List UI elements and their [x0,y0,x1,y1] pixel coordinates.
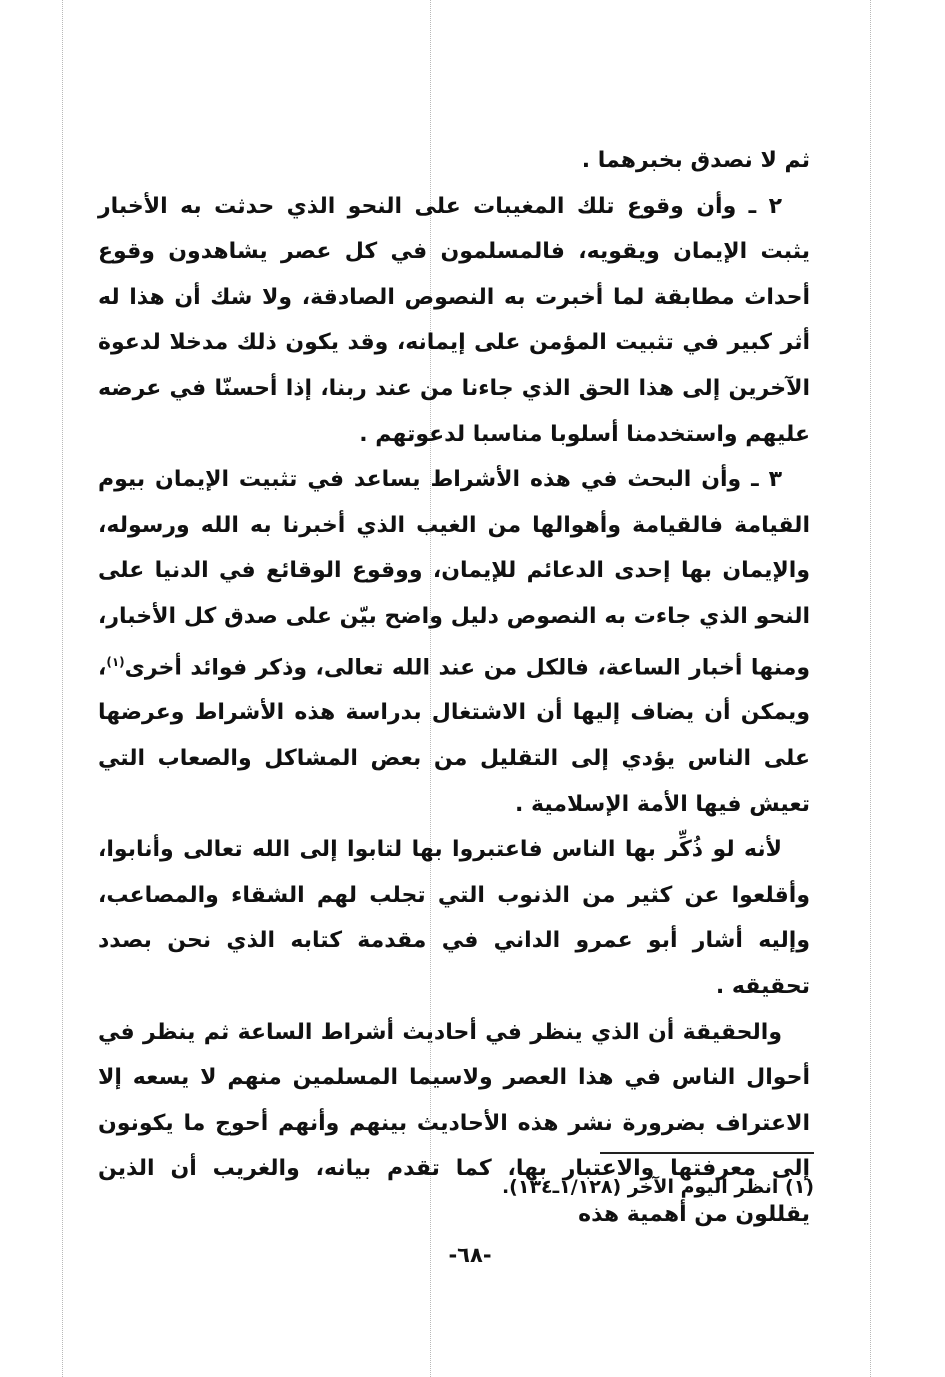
paragraph-1: ثم لا نصدق بخبرهما . [581,148,810,173]
body-text [98,138,810,1238]
scan-dotted-line [870,0,871,1377]
paragraph-3-continuation: ، ويمكن أن يضاف إليها أن الاشتغال بدراسة هذه الأشراط وعرضها على الناس يؤدي إلى التقليل من بعض المشاكل والصعاب التي تعيش فيها الأمة الإسلامية . [98,654,810,817]
footnote: (١) انظر اليوم الآخر (١/١٢٨ـ١٣٤). [501,1176,814,1198]
paragraph-5: والحقيقة أن الذي ينظر في أحاديث أشراط الساعة ثم ينظر في أحوال الناس في هذا العصر ولاسيما المسلمين منهم لا يسعه إلا الاعتراف بضرورة نشر هذه الأحاديث بينهم وأنهم أحوج ما يكونون إلى معرفتها والاعتبار بها، كما تقدم بيانه، والغريب أن الذين يقللون من أهمية هذه [98,1019,810,1227]
footnote-reference: (١) [106,654,125,669]
paragraph-2: ٢ ـ وأن وقوع تلك المغيبات على النحو الذي حدثت به الأخبار يثبت الإيمان ويقويه، فالمسلمون في كل عصر يشاهدون وقوع أحداث مطابقة لما أخبرت به النصوص الصادقة، ولا شك أن هذا له أثر كبير في تثبيت المؤمن على إيمانه، وقد يكون ذلك مدخلا لدعوة الآخرين إلى هذا الحق الذي جاءنا من عند ربنا، إذا أحسنّا في عرضه عليهم واستخدمنا أسلوبا مناسبا لدعوتهم . [98,193,810,447]
paragraph-4: لأنه لو ذُكِّر بها الناس فاعتبروا بها لتابوا إلى الله تعالى وأنابوا، وأقلعوا عن كثير من الذنوب التي تجلب لهم الشقاء والمصاعب، وإليه أشار أبو عمرو الداني في مقدمة كتابه الذي نحن بصدد تحقيقه . [98,837,810,1000]
page-number: -٦٨- [448,1243,492,1267]
scan-dotted-line [62,0,63,1377]
paragraph-3-text: ٣ ـ وأن البحث في هذه الأشراط يساعد في تثبيت الإيمان بيوم القيامة فالقيامة وأهوالها من الغيب الذي أخبرنا به الله ورسوله، والإيمان بها إحدى الدعائم للإيمان، ووقوع الوقائع في الدنيا على النحو الذي جاءت به النصوص دليل واضح بيّن على صدق كل الأخبار، ومنها أخبار الساعة، فالكل من عند الله تعالى، وذكر فوائد أخرى [98,467,810,680]
footnote-divider [600,1152,814,1154]
paragraph-3 [98,457,810,827]
